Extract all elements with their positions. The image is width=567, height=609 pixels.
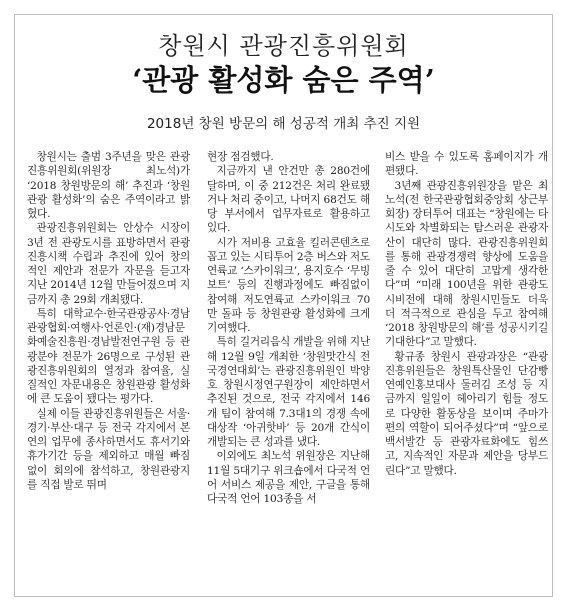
article-column-3 xyxy=(385,150,548,590)
paragraph: 황규종 창원시 관광과장은 “관광진흥위원들은 창원특산물인 단감빵 연예인홍보대사 둘러김 조성 등 지금까지 일일이 헤아리기 힘들 정도로 다양한 활동상을 보이며 주마가편의 역할이 되어주셨다”며 “앞으로 백서발간 등 관광자료화에도 힘쓰고, 지속적인 자문과 제안을 당부드린다”고 말했다. xyxy=(385,350,548,477)
paragraph: 창원시는 출범 3주년을 맞은 관광진흥위원회(위원장 최노석)가 ‘2018 창원방문의 해’ 추진과 ‘창원관광 활성화’의 숨은 주역이라고 밝혔다. xyxy=(27,151,190,220)
paragraph: 현장 점검했다. xyxy=(207,151,274,163)
article-column-1 xyxy=(27,150,190,590)
paragraph: 관광진흥위원회는 안상수 시장이 3년 전 관광도시를 표방하면서 관광진흥시책 수립과 추진에 있어 창의적인 제안과 전문가 자문을 듣고자 지난 2014년 12월 만들어졌으며 지금까지 총 29회 개최됐다. xyxy=(27,222,190,306)
article-column-2 xyxy=(207,150,370,590)
paragraph: 3년째 관광진흥위원장을 맡은 최노석(전 한국관광협회중앙회 상근부회장) 장터투어 대표는 “창원에는 타 시도와 차별화되는 탐스러운 관광자산이 대단히 많다. 관광진흥위원회를 통해 관광경쟁력 향상에 도움을 줄 수 있어 대단히 고맙게 생각한다”며 “미래 100년을 위한 관광도시비전에 대해 창원시민들도 더욱 더 적극적으로 관심을 두고 참여해 ‘2018 창원방문의 해’를 성공시키길 기대한다”고 말했다. xyxy=(385,179,548,349)
paragraph: 비스 받을 수 있도록 홈페이지가 개편됐다. xyxy=(385,151,548,178)
paragraph: 특히 대학교수·한국관광공사·경남관광협회·여행사·언론인·(재)경남문화예술진흥원·경남발전연구원 등 관광분야 전문가 26명으로 구성된 관광진흥위원회의 열정과 참여율, 실질적인 자문내용은 창원관광 활성화에 큰 도움이 됐다는 평가다. xyxy=(27,307,190,406)
paragraph: 특히 길거리음식 개발을 위해 지난 해 12월 9일 개최한 ‘창원맛간식 전국경연대회’는 관광진흥위원인 박양호 창원시정연구원장이 제안하면서 추진된 것으로, 전국 각지에서 146개 팀이 참여해 7.3대1의 경쟁 속에 대상작 ‘아귀핫바’ 등 20개 간식이 개발되는 큰 성과를 냈다. xyxy=(207,336,370,448)
paragraph: 실제 이들 관광진흥위원들은 서울·경기·부산·대구 등 전국 각지에서 본연의 업무에 종사하면서도 휴서기와 휴가기간 등을 제외하고 매월 빠짐없이 회의에 참석하고, 창원관광지를 직접 발로 뛰며 xyxy=(27,407,190,491)
paragraph: 시가 저비용 고효율 킬러콘텐츠로 꼽고 있는 시티투어 2층 버스와 저도연륙교 ‘스카이워크’, 용지호수 ‘무빙보트’ 등의 진행과정에도 빠짐없이 참여해 저도연륙교 스카이워크 70만 돌파 등 창원관광 활성화에 크게 기여했다. xyxy=(207,236,370,334)
article-kicker: 창원시 관광진흥위원회 xyxy=(158,32,409,60)
article-body xyxy=(27,150,548,590)
paragraph: 지금까지 낸 안건만 총 280건에 달하며, 이 중 212건은 처리 완료됐거나 처리 중이고, 나머지 68건도 해당 부서에서 업무자료로 활용하고 있다. xyxy=(207,165,370,235)
article-headline: ‘관광 활성화 숨은 주역’ xyxy=(132,63,435,97)
article-subheadline: 2018년 창원 방문의 해 성공적 개최 추진 지원 xyxy=(146,116,421,132)
paragraph: 이외에도 최노석 위원장은 지난해 11월 5대기구 위크숍에서 다국적 언어 서비스 제공을 제안, 구글을 통해 다국적 언어 103종을 서 xyxy=(207,450,370,505)
